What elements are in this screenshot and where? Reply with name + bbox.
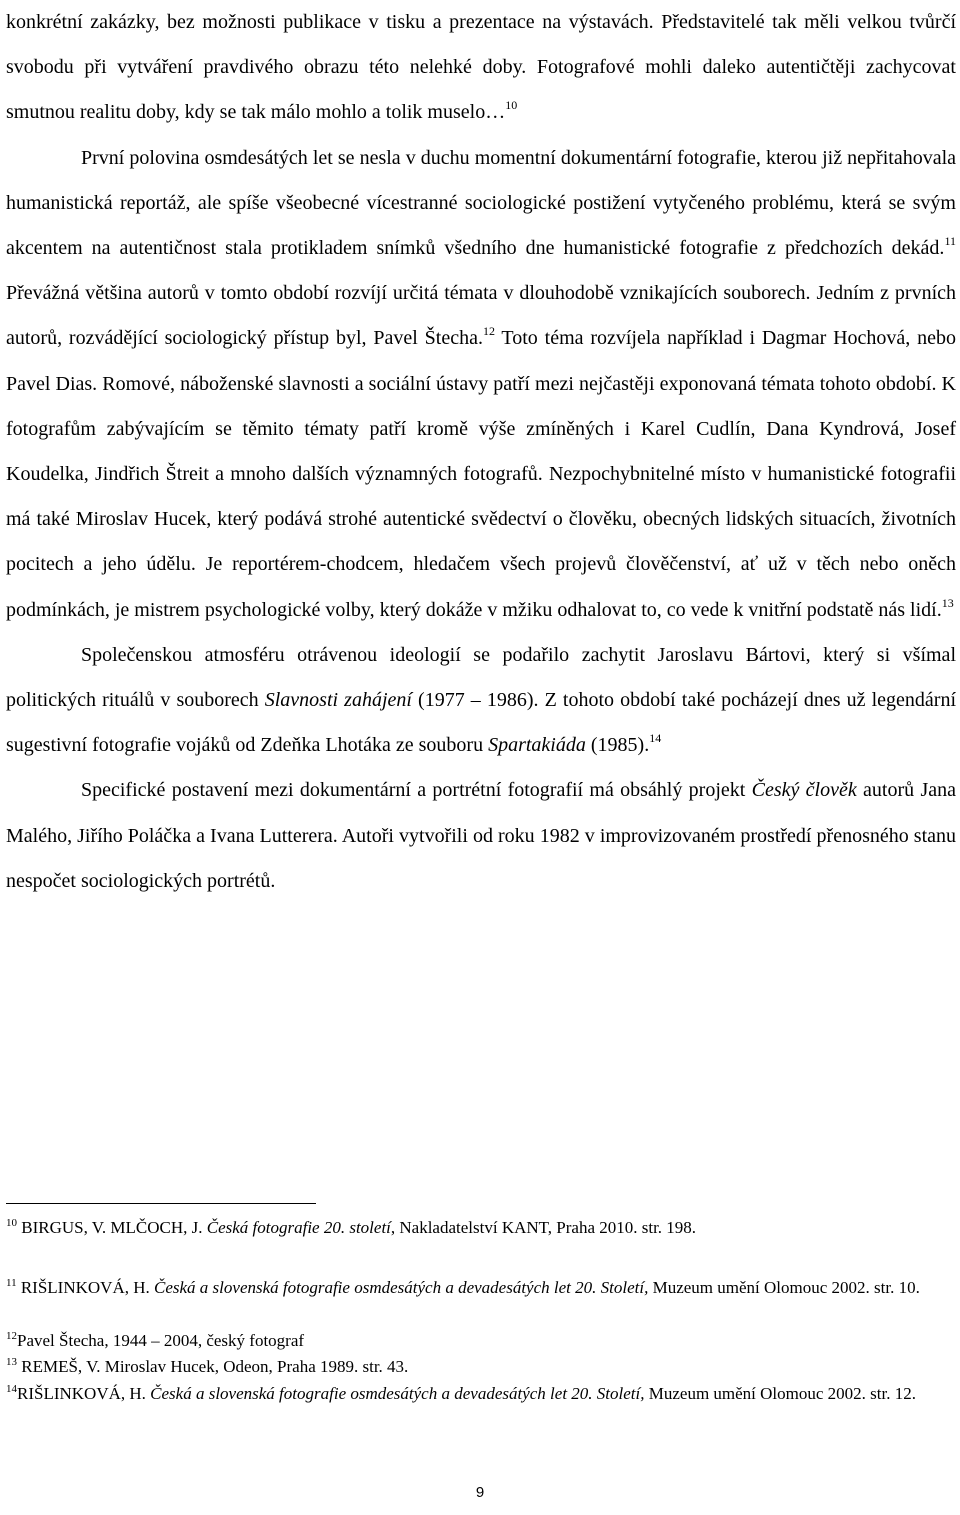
- footnote-number: 12: [6, 1330, 17, 1342]
- paragraph-text: konkrétní zakázky, bez možnosti publikace v tisku a prezentace na výstavách. Představitelé tak měli velkou tvůrčí svobodu při vytváření pravdivého obrazu této nelehké doby. Fotografové mohli daleko autentičtěji zachycovat smutnou realitu doby, kdy se tak málo mohlo a tolik muselo…: [6, 11, 956, 124]
- footnote-14: [6, 1382, 956, 1406]
- paragraph-3: [6, 633, 956, 769]
- footnote-text: REMEŠ, V. Miroslav Hucek, Odeon, Praha 1989. str. 43.: [17, 1357, 409, 1376]
- footnote-ref-12[interactable]: 12: [482, 324, 495, 339]
- paragraph-text: Převážná většina autorů v tomto období rozvíjí určitá témata v dlouhodobě vznikajících souborech. Jedním z prvních autorů, rozvádějící sociologický přístup byl, Pavel Štecha.: [6, 282, 956, 350]
- page-number: 9: [475, 1484, 485, 1501]
- footnote-text: Pavel Štecha, 1944 – 2004, český fotograf: [17, 1331, 305, 1350]
- footnote-number: 10: [6, 1217, 17, 1229]
- footnote-10: [6, 1216, 956, 1240]
- footnote-title: Česká a slovenská fotografie osmdesátých a devadesátých let 20. Století,: [150, 1384, 645, 1403]
- series-title: Spartakiáda: [488, 734, 586, 757]
- footnote-text: Muzeum umění Olomouc 2002. str. 10.: [648, 1278, 920, 1297]
- footnote-number: 13: [6, 1356, 17, 1368]
- footnote-13: [6, 1355, 956, 1379]
- series-title: Slavnosti zahájení: [264, 689, 412, 712]
- paragraph-4: [6, 768, 956, 904]
- footnote-ref-10[interactable]: 10: [505, 98, 518, 113]
- paragraph-1: [6, 0, 956, 136]
- footnote-ref-13[interactable]: 13: [941, 595, 954, 610]
- footnote-separator: [6, 1203, 316, 1204]
- footnote-text: BIRGUS, V. MLČOCH, J.: [17, 1218, 207, 1237]
- footnote-text: RIŠLINKOVÁ, H.: [17, 1384, 151, 1403]
- footnote-text: , Nakladatelství KANT, Praha 2010. str. 198.: [390, 1218, 697, 1237]
- footnote-text: RIŠLINKOVÁ, H.: [16, 1278, 155, 1297]
- footnote-11: [6, 1276, 956, 1300]
- footnote-ref-14[interactable]: 14: [649, 731, 662, 746]
- footnote-title: Česká a slovenská fotografie osmdesátých a devadesátých let 20. Století,: [154, 1278, 649, 1297]
- footnote-title: Česká fotografie 20. století: [206, 1218, 391, 1237]
- paragraph-text: autorů Jana Malého, Jiřího Poláčka a Ivana Lutterera. Autoři vytvořili od roku 1982 v improvizovaném prostředí přenosného stanu nespočet sociologických portrétů.: [6, 779, 956, 892]
- paragraph-2: [6, 136, 956, 633]
- footnote-number: 11: [6, 1277, 17, 1289]
- paragraph-text: Toto téma rozvíjela například i Dagmar Hochová, nebo Pavel Dias. Romové, náboženské slavnosti a sociální ústavy patří mezi nejčastěji exponovaná témata tohoto období. K fotografům zabývajícím se těmito tématy patří kromě výše zmíněných i Karel Cudlín, Dana Kyndrová, Josef Koudelka, Jindřich Štreit a mnoho dalších významných fotografů. Nezpochybnitelné místo v humanistické fotografii má také Miroslav Hucek, který podává strohé autentické svědectví o člověku, obecných lidských situacích, životních pocitech a jeho údělu. Je reportérem-chodcem, hledačem všech projevů člověčenství, ať už v těch nebo oněch podmínkách, je mistrem psychologické volby, který dokáže v mžiku odhalovat to, co vede k vnitřní podstatě nás lidí.: [6, 327, 957, 621]
- footnote-12: [6, 1329, 956, 1353]
- paragraph-text: První polovina osmdesátých let se nesla v duchu momentní dokumentární fotografie, kterou již nepřitahovala humanistická reportáž, ale spíše všeobecné vícestranné sociologické postižení vytyčeného problému, která se svým akcentem na autentičnost stala protikladem snímků všedního dne humanistické fotografie z předchozích dekád.: [6, 146, 956, 260]
- paragraph-text: (1985).: [585, 734, 650, 757]
- paragraph-text: (1977 – 1986). Z tohoto období také pocházejí dnes už legendární sugestivní fotografie vojáků od Zdeňka Lhotáka ze souboru: [6, 689, 956, 757]
- footnote-ref-11[interactable]: 11: [944, 234, 956, 249]
- body-text: [6, 0, 956, 904]
- footnote-text: Muzeum umění Olomouc 2002. str. 12.: [644, 1384, 916, 1403]
- footnote-number: 14: [6, 1383, 17, 1395]
- project-title: Český člověk: [751, 779, 857, 802]
- paragraph-text: Specifické postavení mezi dokumentární a portrétní fotografií má obsáhlý projekt: [81, 779, 752, 802]
- paragraph-text: Společenskou atmosféru otrávenou ideologií se podařilo zachytit Jaroslavu Bártovi, který si všímal politických rituálů v souborech: [6, 643, 956, 712]
